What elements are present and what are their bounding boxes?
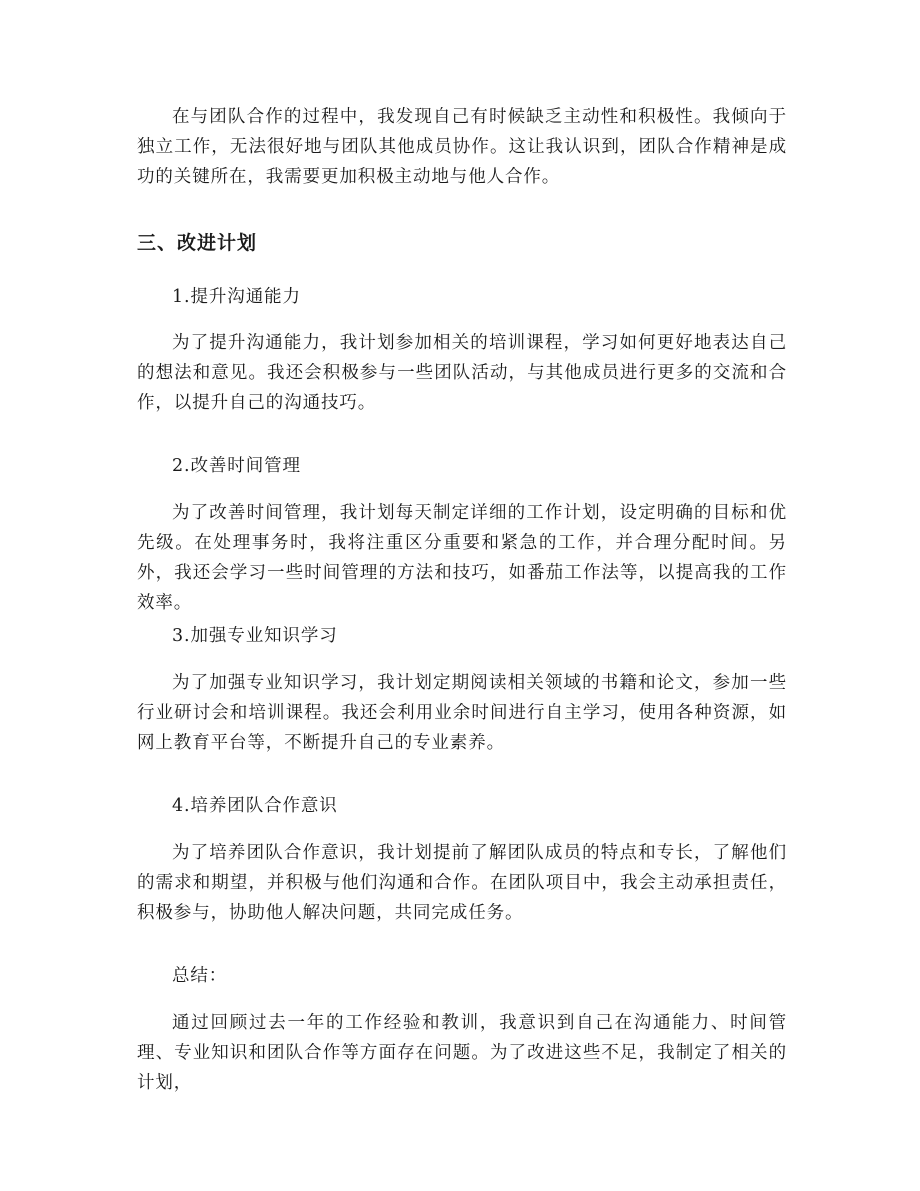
intro-paragraph: 在与团队合作的过程中，我发现自己有时候缺乏主动性和积极性。我倾向于独立工作，无法很好地与团队其他成员协作。这让我认识到，团队合作精神是成功的关键所在，我需要更加积极主动地与他人合作。 (137, 107, 787, 187)
section-heading: 三、改进计划 (137, 232, 258, 254)
item-body-4: 为了培养团队合作意识，我计划提前了解团队成员的特点和专长，了解他们的需求和期望，并积极与他们沟通和合作。在团队项目中，我会主动承担责任，积极参与，协助他人解决问题，共同完成任务。 (137, 843, 787, 923)
item-title-3: 3.加强专业知识学习 (172, 626, 338, 646)
summary-label: 总结： (172, 966, 228, 986)
item-body-2: 为了改善时间管理，我计划每天制定详细的工作计划，设定明确的目标和优先级。在处理事务时，我将注重区分重要和紧急的工作，并合理分配时间。另外，我还会学习一些时间管理的方法和技巧，如番茄工作法等，以提高我的工作效率。 (137, 503, 787, 613)
item-title-4: 4.培养团队合作意识 (172, 796, 338, 816)
item-body-3: 为了加强专业知识学习，我计划定期阅读相关领域的书籍和论文，参加一些行业研讨会和培训课程。我还会利用业余时间进行自主学习，使用各种资源，如网上教育平台等，不断提升自己的专业素养。 (137, 673, 787, 753)
item-title-1: 1.提升沟通能力 (172, 287, 301, 307)
item-body-1: 为了提升沟通能力，我计划参加相关的培训课程，学习如何更好地表达自己的想法和意见。我还会积极参与一些团队活动，与其他成员进行更多的交流和合作，以提升自己的沟通技巧。 (137, 333, 787, 413)
summary-paragraph: 通过回顾过去一年的工作经验和教训，我意识到自己在沟通能力、时间管理、专业知识和团队合作等方面存在问题。为了改进这些不足，我制定了相关的计划， (137, 1013, 787, 1093)
item-title-2: 2.改善时间管理 (172, 456, 301, 476)
